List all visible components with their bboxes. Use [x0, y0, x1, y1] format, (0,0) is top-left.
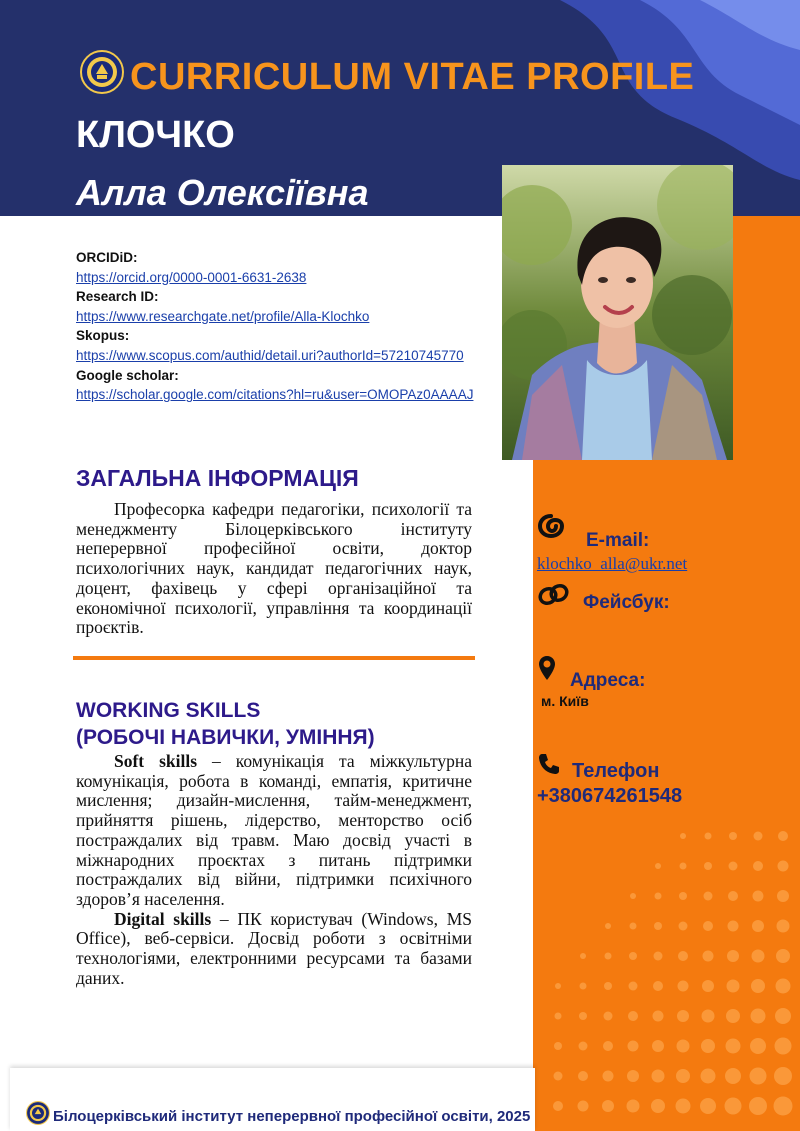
digital-skills-paragraph [76, 910, 472, 989]
profile-photo [502, 165, 733, 460]
digital-skills-label: Digital skills [114, 908, 212, 929]
email-icon [537, 513, 565, 539]
scopus-label: Skopus: [76, 328, 130, 344]
soft-skills-label: Soft skills [114, 751, 198, 771]
scopus-link[interactable]: https://www.scopus.com/authid/detail.uri?authorId=57210745770 [76, 347, 464, 363]
facebook-label[interactable]: Фейсбук: [583, 592, 670, 613]
general-info-text: Професорка кафедри педагогіки, психології та менеджменту Білоцерківського інституту неперервної професійної освіти, доктор психологічних наук, кандидат педагогічних наук, доцент, фахівець у сфері організаційної та економічної психології, управління та координації проєктів. [76, 499, 472, 638]
institute-logo-icon [80, 50, 124, 94]
address-label: Адреса: [570, 670, 646, 691]
soft-skills-text: – комунікація та міжкультурна комунікація, робота в команді, емпатія, критичне мислення; дизайн-мислення, тайм-менеджмент, прийняття рішень, лідерство, менторство осіб постраждалих від травм. Маю досвід участі в міжнародних проєктах з питань підтримки постраждалих від війни, підтримки психічного здоров’я населення. [76, 751, 472, 909]
given-name: Алла Олексіївна [76, 172, 369, 213]
phone-value[interactable]: +380674261548 [537, 785, 683, 807]
working-skills-heading [76, 697, 375, 751]
cv-title: CURRICULUM VITAE PROFILE [130, 56, 695, 98]
working-skills-heading-line2: (РОБОЧІ НАВИЧКИ, УМІННЯ) [76, 726, 375, 749]
location-pin-icon [538, 655, 556, 681]
email-label: E-mail: [586, 530, 650, 551]
phone-label: Телефон [572, 760, 660, 782]
section-divider [73, 656, 475, 660]
surname: КЛОЧКО [76, 114, 235, 156]
phone-icon [537, 752, 561, 776]
footer-text: Білоцерківський інститут неперервної професійної освіти, 2025 [53, 1108, 531, 1125]
orcid-link[interactable]: https://orcid.org/0000-0001-6631-2638 [76, 269, 307, 285]
skills-text [76, 752, 472, 988]
footer-logo-icon [26, 1101, 50, 1125]
general-info-heading: ЗАГАЛЬНА ІНФОРМАЦІЯ [76, 465, 359, 491]
soft-skills-paragraph [76, 752, 472, 910]
google-scholar-label: Google scholar: [76, 367, 179, 383]
researcher-ids [76, 248, 476, 405]
digital-skills-text: – ПК користувач (Windows, MS Office), веб-сервіси. Досвід роботи з освітніми технологіями, електронними ресурсами та базами даних. [76, 908, 472, 988]
orcid-label: ORCIDiD: [76, 250, 138, 265]
facebook-link-icon [537, 582, 571, 608]
research-id-label: Research ID: [76, 289, 159, 305]
email-link[interactable]: klochko_alla@ukr.net [537, 554, 688, 573]
working-skills-heading-line1: WORKING SKILLS [76, 699, 261, 722]
research-id-link[interactable]: https://www.researchgate.net/profile/Alla-Klochko [76, 308, 370, 324]
address-value: м. Київ [541, 693, 589, 709]
google-scholar-link[interactable]: https://scholar.google.com/citations?hl=ru&user=OMOPAz0AAAAJ [76, 387, 474, 403]
